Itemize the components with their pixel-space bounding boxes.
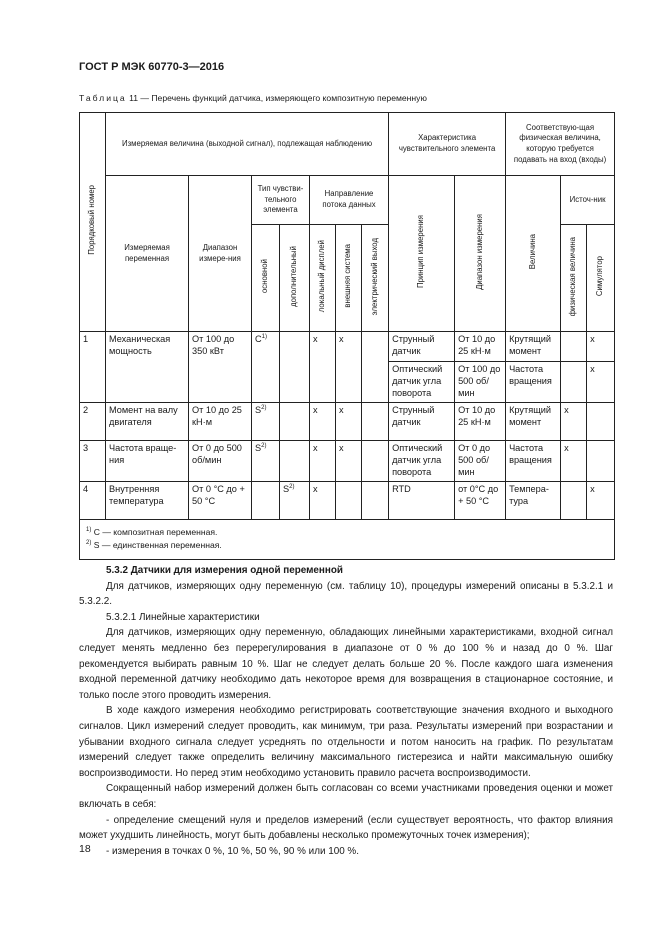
cell-principle: Оптический датчик угла поворота [389,440,455,481]
header-local-display: локальный дисплей [310,225,336,332]
section-body [79,563,613,859]
cell-additional [280,332,310,403]
subsection-heading: 5.3.2.1 Линейные характеристики [106,611,260,623]
header-sensor-type: Тип чувстви-тельного элемента [252,176,310,225]
cell-local: x [310,332,336,403]
cell-variable: Внутренняя температура [106,481,189,519]
cell-quantity: Темпера-тура [506,481,561,519]
cell-meas_range: От 0 до 500 об/мин [455,440,506,481]
header-external-system: внешняя система [336,225,362,332]
cell-sim: x [587,362,615,403]
header-element-char: Характеристика чувствительного элемента [389,113,506,176]
cell-main [252,481,280,519]
cell-principle: Струнный датчик [389,332,455,362]
footnote: $^{1)}$ C — композитная переменная. [86,526,218,537]
functions-table [79,112,615,560]
paragraph: В ходе каждого измерения необходимо регистрировать соответствующие значения входного и выходного сигналов. Цикл измерений следует проводить, как минимум, три раза. Результаты измерений при возрастании и убывании входного сигнала следует усреднять по отдельности и потом наносить на график. По результатам измерений следует также определить величину максимального гистерезиса и найти максимальную ошибку воспроизводимости. Но перед этим необходимо установить правило расчета воспроизводимости. [79,705,613,779]
header-data-flow: Направление потока данных [310,176,389,225]
cell-elec [362,402,389,440]
cell-variable: Момент на валу двигателя [106,402,189,440]
paragraph: Для датчиков, измеряющих одну переменную (см. таблицу 10), процедуры измерений описаны в 5.3.2.1 и 5.3.2.2. [79,580,613,608]
cell-range: От 0 до 500 об/мин [189,440,252,481]
cell-principle: Оптический датчик угла поворота [389,362,455,403]
cell-quantity: Частота вращения [506,440,561,481]
cell-main: $S^{2)}$ [252,440,280,481]
cell-quantity: Частота вращения [506,362,561,403]
table-row [80,440,615,481]
table-caption-text: 11 — Перечень функций датчика, измеряющего композитную переменную [126,93,427,103]
cell-ext: x [336,440,362,481]
cell-additional: $S^{2)}$ [280,481,310,519]
cell-ext [336,481,362,519]
cell-principle: Струнный датчик [389,402,455,440]
header-physical-var: физическая величина [561,225,587,332]
cell-meas_range: От 10 до 25 кН·м [455,332,506,362]
cell-ext: x [336,332,362,403]
cell-additional [280,440,310,481]
cell-ext: x [336,402,362,440]
cell-phys [561,481,587,519]
cell-no: 4 [80,481,106,519]
table-caption [79,93,427,103]
header-additional: дополнительный [280,225,310,332]
cell-quantity: Крутящий момент [506,332,561,362]
header-quantity: Величина [506,176,561,332]
header-measure-range: Диапазон измерения [455,176,506,332]
table-row [80,332,615,362]
section-heading: 5.3.2 Датчики для измерения одной переменной [106,565,343,576]
header-order-no: Порядковый номер [80,113,106,332]
cell-sim [587,402,615,440]
cell-range: От 10 до 25 кН·м [189,402,252,440]
cell-principle: RTD [389,481,455,519]
cell-range: От 0 °C до + 50 °C [189,481,252,519]
cell-variable: Частота враще-ния [106,440,189,481]
cell-range: От 100 до 350 кВт [189,332,252,403]
cell-local: x [310,402,336,440]
cell-elec [362,332,389,403]
header-range: Диапазон измере-ния [189,176,252,332]
table-footnotes [80,519,615,560]
header-principle: Принцип измерения [389,176,455,332]
paragraph: Для датчиков, измеряющих одну переменную, обладающих линейными характеристиками, входной сигнал следует менять медленно без перерегулирования в диапазоне от 0 % до 100 % и назад до 0 %. Шаг рекомендуется выбирать равным 10 %. Шаг не следует делать больше 20 %. После каждого шага изменения входной переменной датчику необходимо дать некоторое время для возвращения в стационарное состояние, и только после этого проводить измерения. [79,627,613,701]
cell-main: $S^{2)}$ [252,402,280,440]
header-simulator: Симулятор [587,225,615,332]
cell-quantity: Крутящий момент [506,402,561,440]
cell-no: 3 [80,440,106,481]
table-caption-prefix: Таблица [79,93,127,103]
cell-no: 1 [80,332,106,403]
page-number: 18 [79,843,91,855]
footnote: $^{2)}$ S — единственная переменная. [86,540,222,551]
header-main: основной [252,225,280,332]
standard-header: ГОСТ Р МЭК 60770-3—2016 [79,61,225,73]
cell-meas_range: От 10 до 25 кН·м [455,402,506,440]
cell-phys: x [561,440,587,481]
cell-elec [362,440,389,481]
list-item: - измерения в точках 0 %, 10 %, 50 %, 90 % или 100 %. [106,845,359,857]
cell-meas_range: от 0°C до + 50 °C [455,481,506,519]
cell-sim: x [587,481,615,519]
table-body [80,332,615,520]
table-row [80,481,615,519]
cell-sim: x [587,332,615,362]
header-measured-var: Измеряемая переменная [106,176,189,332]
table-row [80,402,615,440]
cell-additional [280,402,310,440]
cell-no: 2 [80,402,106,440]
cell-variable: Механическая мощность [106,332,189,403]
paragraph: Сокращенный набор измерений должен быть согласован со всеми участниками проведения оценки и может включать в себя: [79,783,613,810]
cell-local: x [310,440,336,481]
cell-elec [362,481,389,519]
cell-phys: x [561,402,587,440]
header-measured-group: Измеряемая величина (выходной сигнал), подлежащая наблюдению [106,113,389,176]
cell-meas_range: От 100 до 500 об/мин [455,362,506,403]
list-item: - определение смещений нуля и пределов измерений (если существует вероятность, что фактор влияния может ухудшить линейность, могут быть добавлены несколько промежуточных точек измерения); [79,814,613,842]
cell-phys [561,332,587,362]
cell-local: x [310,481,336,519]
cell-main: $C^{1)}$ [252,332,280,403]
cell-sim [587,440,615,481]
header-source: Источ-ник [561,176,615,225]
header-electric-output: электрический выход [362,225,389,332]
cell-phys [561,362,587,403]
header-physical-quantity: Соответствую-щая физическая величина, которую требуется подавать на вход (входы) [506,113,615,176]
